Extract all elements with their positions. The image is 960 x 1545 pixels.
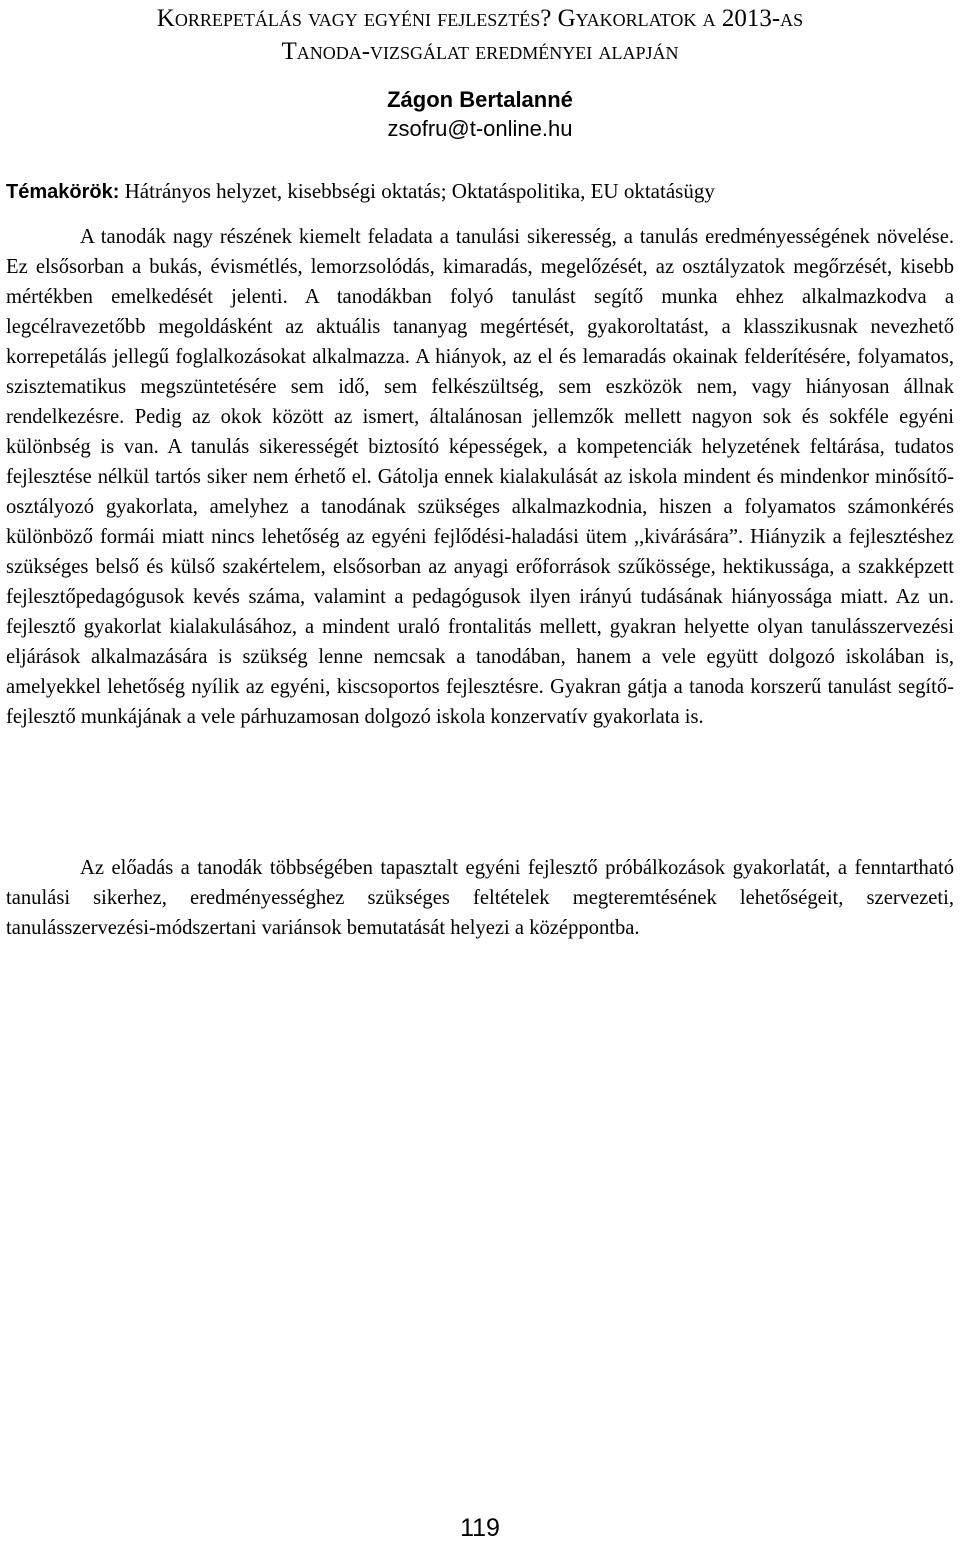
topics-value: Hátrányos helyzet, kisebbségi oktatás; Oktatáspolitika, EU oktatásügy (119, 179, 715, 203)
author-email: zsofru@t-online.hu (387, 116, 573, 141)
topics-line (6, 176, 954, 207)
topics-label: Témakörök: (6, 181, 120, 203)
document-title (0, 2, 960, 68)
abstract-paragraph-2: Az előadás a tanodák többségében tapasztalt egyéni fejlesztő próbálkozások gyakorlatát, a fenntartható tanulási sikerhez, eredményességhez szükséges feltételek megteremtésének lehetőségeit, szervezeti, tanulásszervezési-módszertani variánsok bemutatását helyezi a középpontba. (6, 857, 954, 939)
abstract-paragraph-1: A tanodák nagy részének kiemelt feladata a tanulási sikeresség, a tanulás eredményességének növelése. Ez elsősorban a bukás, évismétlés, lemorzsolódás, kimaradás, megelőzését, az osztályzatok megőrzését, kisebb mértékben emelkedését jelenti. A tanodákban folyó tanulást segítő munka ehhez alkalmazkodva a legcélravezetőbb megoldásként az aktuális tananyag megértését, gyakoroltatást, a klasszikusnak nevezhető korrepetálás jellegű foglalkozásokat alkalmazza. A hiányok, az el és lemaradás okainak felderítésére, folyamatos, szisztematikus megszüntetésére sem idő, sem felkészültség, sem eszközök nem, vagy hiányosan állnak rendelkezésre. Pedig az okok között az ismert, általánosan jellemzők mellett nagyon sok és sokféle egyéni különbség is van. A tanulás sikerességét biztosító képességek, a kompetenciák helyzetének feltárása, tudatos fejlesztése nélkül tartós siker nem érhető el. Gátolja ennek kialakulását az iskola mindent és mindenkor minősítő-osztályozó gyakorlata, amelyhez a tanodának szükséges alkalmazkodnia, hiszen a folyamatos számonkérés különböző formái miatt nincs lehetőség az egyéni fejlődési-haladási ütem ,,kivárására”. Hiányzik a fejlesztéshez szükséges belső és külső szakértelem, elsősorban az anyagi erőforrások szűkössége, hektikussága, a szakképzett fejlesztőpedagógusok kevés száma, valamint a pedagógusok ilyen irányú tudásának hiányossága miatt. Az un. fejlesztő gyakorlat kialakulásához, a mindent uraló frontalitás mellett, gyakran helyette olyan tanulásszervezési eljárások alkalmazására is szükség lenne nemcsak a tanodában, hanem a vele együtt dolgozó iskolában is, amelyekkel lehetőség nyílik az egyéni, kiscsoportos fejlesztésre. Gyakran gátja a tanoda korszerű tanulást segítő-fejlesztő munkájának a vele párhuzamosan dolgozó iskola konzervatív gyakorlata is. (6, 226, 954, 728)
title-line-1: Korrepetálás vagy egyéni fejlesztés? Gyakorlatok a 2013-as (156, 5, 804, 32)
author-name: Zágon Bertalanné (387, 87, 573, 112)
page-number: 119 (460, 1514, 500, 1542)
title-line-2: Tanoda-vizsgálat eredményei alapján (281, 38, 679, 65)
